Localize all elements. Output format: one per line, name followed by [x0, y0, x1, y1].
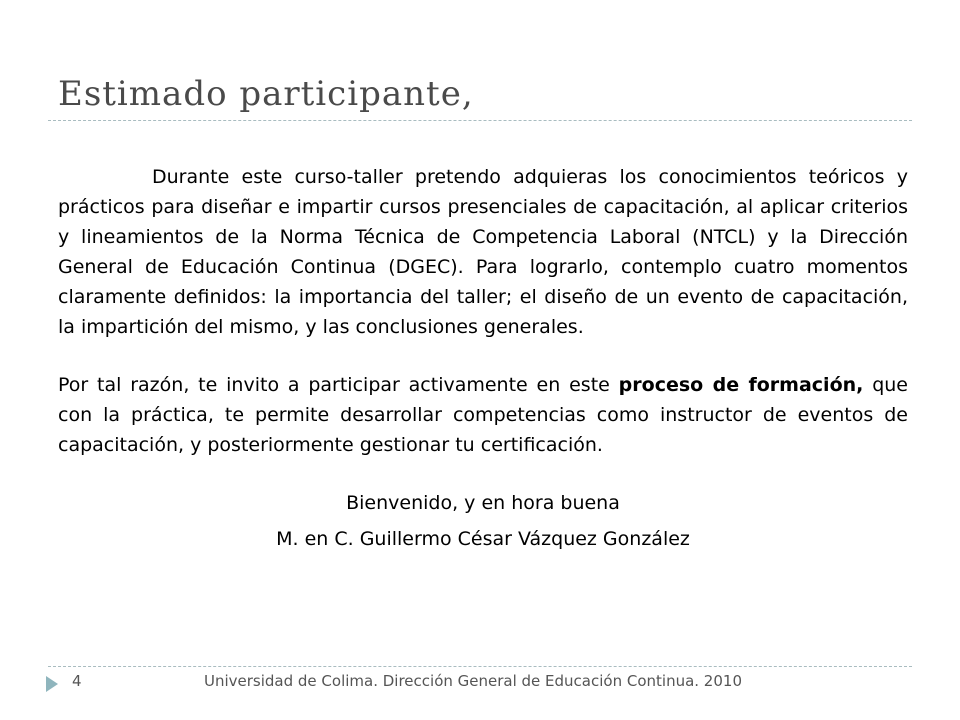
invitation-emphasis: proceso de formación, — [618, 374, 864, 396]
footer-divider — [48, 666, 912, 667]
triangle-bullet-icon — [46, 676, 58, 692]
invitation-text-start: Por tal razón, te invito a participar activamente en este — [58, 374, 619, 396]
slide-title: Estimado participante, — [58, 74, 474, 114]
page-number: 4 — [72, 672, 82, 690]
slide-body — [58, 162, 908, 554]
welcome-line: Bienvenido, y en hora buena — [346, 492, 620, 514]
invitation-text-end: que con la práctica, te permite desarrollar competencias como instructor de eventos de capacitación, y posteriormente gestionar tu certificación. — [58, 374, 908, 456]
footer-text: Universidad de Colima. Dirección General de Educación Continua. 2010 — [204, 672, 742, 690]
author-signature: M. en C. Guillermo César Vázquez González — [276, 528, 690, 550]
intro-paragraph: Durante este curso-taller pretendo adquieras los conocimientos teóricos y prácticos para diseñar e impartir cursos presenciales de capacitación, al aplicar criterios y lineamientos de la Norma Técnica de Competencia Laboral (NTCL) y la Dirección General de Educación Continua (DGEC). Para lograrlo, contemplo cuatro momentos claramente definidos: la importancia del taller; el diseño de un evento de capacitación, la impartición del mismo, y las conclusiones generales. — [58, 166, 908, 338]
invitation-paragraph — [58, 370, 908, 460]
title-divider — [48, 120, 912, 121]
